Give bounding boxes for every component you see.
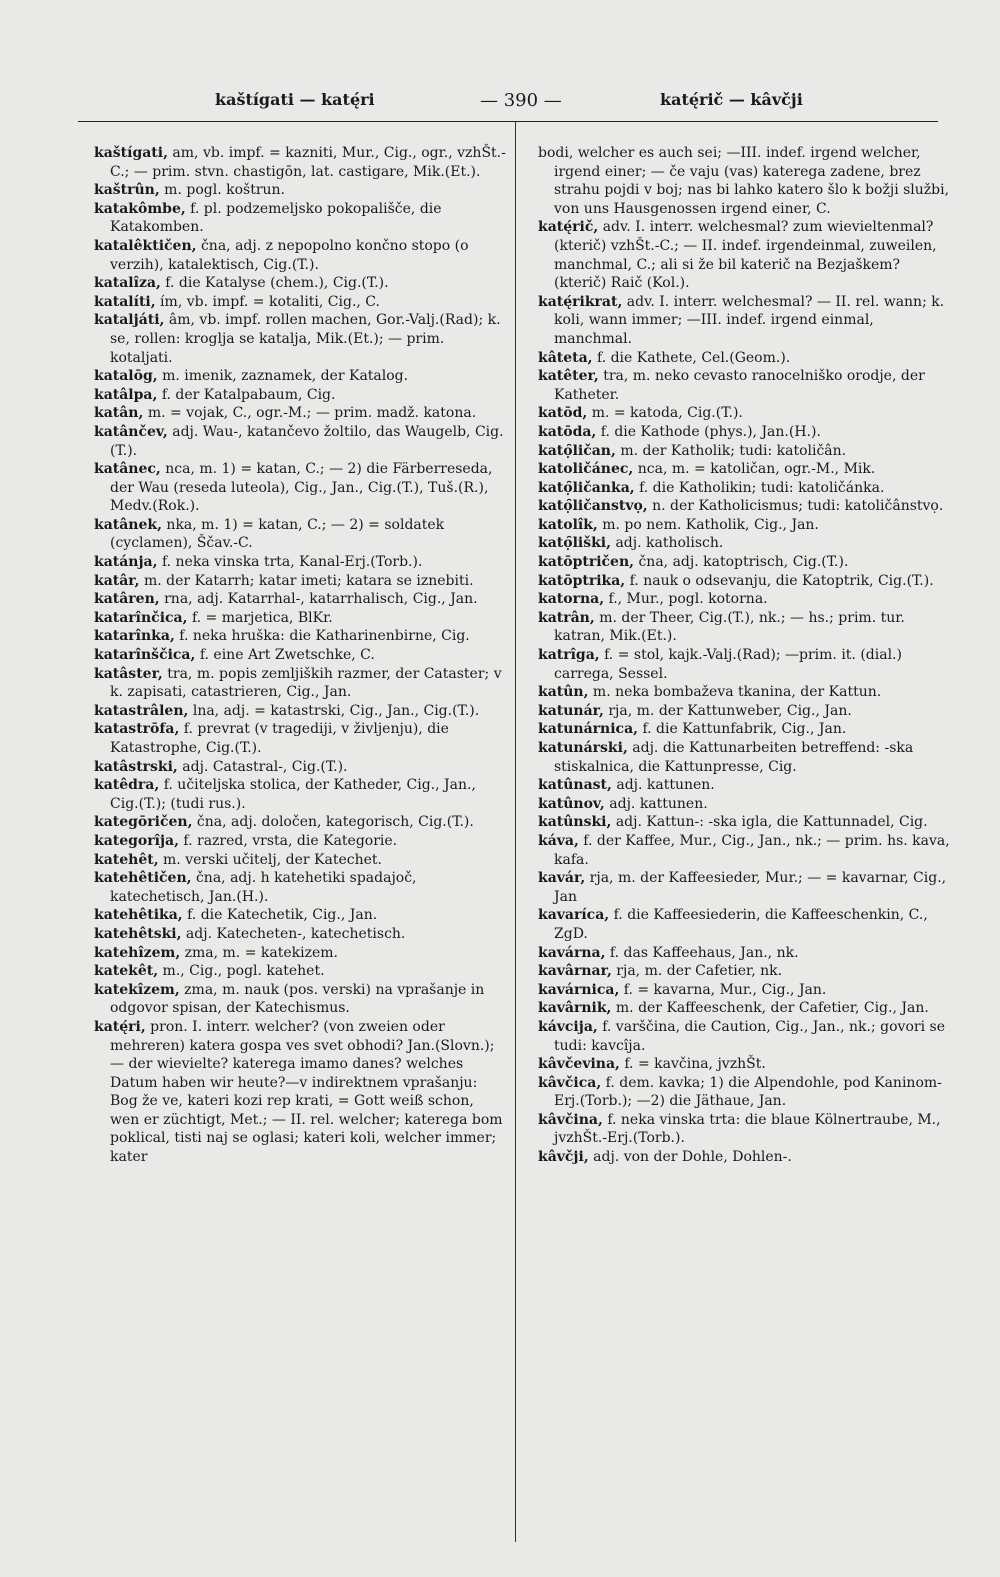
entry-definition: m., Cig., pogl. katehet.: [158, 963, 325, 980]
entry-headword: kâvčica,: [538, 1074, 602, 1091]
dictionary-entry: [94, 906, 506, 925]
entry-headword: katọ̑ličanka,: [538, 479, 635, 496]
entry-headword: katânek,: [94, 516, 162, 533]
entry-definition: adj. Catastral-, Cig.(T.).: [177, 758, 348, 775]
entry-headword: katunárnica,: [538, 721, 639, 738]
entry-headword: katehêtika,: [94, 907, 183, 924]
dictionary-entry: [538, 144, 950, 218]
dictionary-entry: [94, 813, 506, 832]
entry-definition: rja, m. der Kattunweber, Cig., Jan.: [603, 702, 852, 719]
entry-headword: kavârnar,: [538, 963, 612, 980]
entry-headword: katrîga,: [538, 647, 600, 664]
entry-definition: m. der Theer, Cig.(T.), nk.; — hs.; prim. tur. katran, Mik.(Et.).: [554, 609, 905, 645]
dictionary-entry: [538, 813, 950, 832]
entry-definition: čna, adj. katoptrisch, Cig.(T.).: [634, 554, 849, 571]
dictionary-entry: [94, 702, 506, 721]
dictionary-entry: [94, 237, 506, 274]
entry-definition: m. = katoda, Cig.(T.).: [587, 405, 743, 422]
dictionary-entry: [538, 720, 950, 739]
entry-headword: katêter,: [538, 368, 599, 385]
entry-headword: kávcija,: [538, 1018, 598, 1035]
entry-definition: čna, adj. določen, kategorisch, Cig.(T.).: [192, 814, 474, 831]
entry-headword: kavárnica,: [538, 981, 620, 998]
dictionary-entry: [538, 1111, 950, 1148]
entry-definition: m. po nem. Katholik, Cig., Jan.: [597, 516, 819, 533]
entry-definition: f. die Katalyse (chem.), Cig.(T.).: [160, 275, 389, 292]
dictionary-entry: [538, 534, 950, 553]
entry-headword: katánja,: [94, 554, 158, 571]
entry-headword: katâr,: [94, 572, 140, 589]
header-left-guide: kaštígati — katę́ri: [215, 90, 375, 109]
entry-headword: katehîzem,: [94, 944, 181, 961]
entry-definition: f. = kavarna, Mur., Cig., Jan.: [619, 981, 827, 998]
dictionary-entry: [94, 665, 506, 702]
entry-headword: kaštrûn,: [94, 182, 160, 199]
dictionary-entry: [94, 404, 506, 423]
entry-definition: m. pogl. koštrun.: [159, 182, 285, 199]
dictionary-entry: [538, 442, 950, 461]
entry-headword: katunár,: [538, 702, 604, 719]
entry-headword: katorna,: [538, 591, 605, 608]
dictionary-entry: [94, 720, 506, 757]
header-right-guide: katę́rič — kâvčji: [660, 90, 803, 109]
dictionary-entry: [94, 572, 506, 591]
entry-headword: kâteta,: [538, 349, 593, 366]
entry-definition: f. pl. podzemeljsko pokopališče, die Katakomben.: [110, 200, 442, 236]
entry-definition: f. eine Art Zwetschke, C.: [195, 647, 375, 664]
entry-definition: f. razred, vrsta, die Kategorie.: [178, 832, 398, 849]
entry-definition: m. = vojak, C., ogr.-M.; — prim. madž. katona.: [143, 405, 477, 422]
entry-headword: katalîza,: [94, 275, 161, 292]
entry-definition: f. der Kaffee, Mur., Cig., Jan., nk.; — prim. hs. kava, kafa.: [554, 832, 950, 868]
dictionary-entry: [538, 962, 950, 981]
left-column: [94, 144, 506, 1167]
entry-headword: katoličánec,: [538, 461, 634, 478]
entry-definition: ím, vb. impf. = kotaliti, Cig., C.: [155, 293, 380, 310]
dictionary-entry: [94, 851, 506, 870]
entry-definition: adj. von der Dohle, Dohlen-.: [588, 1149, 792, 1166]
entry-headword: katehêtičen,: [94, 870, 192, 887]
entry-headword: katûnast,: [538, 777, 612, 794]
entry-definition: adj. katholisch.: [611, 535, 724, 552]
entry-headword: katâlpa,: [94, 386, 158, 403]
entry-headword: kavárna,: [538, 944, 606, 961]
dictionary-entry: [94, 516, 506, 553]
entry-headword: kataljáti,: [94, 312, 165, 329]
entry-headword: katọ̑liški,: [538, 535, 611, 552]
entry-headword: katōptrika,: [538, 572, 626, 589]
entry-definition: adj. Katecheten-, katechetisch.: [181, 925, 406, 942]
dictionary-entry: [538, 999, 950, 1018]
entry-headword: kaštígati,: [94, 145, 168, 161]
dictionary-entry: [94, 925, 506, 944]
dictionary-entry: [94, 776, 506, 813]
entry-headword: katọ̑ličan,: [538, 442, 616, 459]
entry-definition: f. prevrat (v tragediji, v življenju), die Katastrophe, Cig.(T.).: [110, 721, 449, 756]
entry-headword: katunárski,: [538, 740, 628, 756]
dictionary-entry: [94, 962, 506, 981]
entry-headword: katọ̑ličanstvọ,: [538, 498, 648, 515]
entry-definition: nca, m. 1) = katan, C.; — 2) die Färberreseda, der Wau (reseda luteola), Cig., Jan., Cig.(T.), Tuš.(R.), Medv.(Rok.).: [110, 461, 493, 515]
entry-headword: katehêtski,: [94, 925, 182, 942]
entry-headword: katę́rič,: [538, 219, 599, 236]
entry-headword: kâvčina,: [538, 1111, 603, 1128]
entry-definition: f. das Kaffeehaus, Jan., nk.: [605, 944, 799, 961]
dictionary-entry: [94, 144, 506, 181]
dictionary-entry: [538, 218, 950, 292]
entry-headword: katêdra,: [94, 777, 160, 794]
entry-definition: zma, m. nauk (pos. verski) na vprašanje in odgovor spisan, der Katechismus.: [110, 981, 485, 1017]
dictionary-entry: [538, 460, 950, 479]
header-rule: [78, 121, 938, 122]
dictionary-entry: [94, 181, 506, 200]
dictionary-entry: [538, 293, 950, 349]
entry-definition: f. der Katalpabaum, Cig.: [157, 386, 336, 403]
entry-headword: katarînščica,: [94, 647, 196, 664]
entry-headword: katânec,: [94, 461, 161, 478]
entry-headword: katûn,: [538, 684, 589, 701]
entry-definition: f. = kavčina, jvzhŠt.: [619, 1056, 766, 1073]
entry-definition: zma, m. = katekizem.: [180, 944, 338, 961]
entry-headword: katę́rikrat,: [538, 293, 623, 310]
entry-definition: am, vb. impf. = kazniti, Mur., Cig., ogr., vzhŠt.-C.; — prim. stvn. chastigōn, lat. castigare, Mik.(Et.).: [110, 145, 506, 180]
entry-definition: rja, m. der Kaffeesieder, Mur.; — = kavarnar, Cig., Jan: [554, 870, 947, 905]
entry-definition: adv. I. interr. welchesmal? — II. rel. wann; k. koli, wann immer; —III. indef. irgend einmal, manchmal.: [554, 293, 945, 347]
entry-definition: nca, m. = katoličan, ogr.-M., Mik.: [633, 461, 876, 478]
entry-definition: f. neka hruška: die Katharinenbirne, Cig.: [174, 628, 470, 645]
dictionary-entry: [538, 367, 950, 404]
dictionary-entry: [94, 367, 506, 386]
dictionary-entry: [94, 1018, 506, 1167]
entry-definition: m. der Katarrh; katar imeti; katara se iznebiti.: [139, 572, 474, 589]
dictionary-entry: [538, 404, 950, 423]
entry-headword: kategorîja,: [94, 832, 179, 849]
entry-definition: f. die Kathete, Cel.(Geom.).: [592, 349, 791, 366]
dictionary-entry: [538, 516, 950, 535]
entry-headword: kavârnik,: [538, 1000, 612, 1017]
entry-headword: katalêktičen,: [94, 237, 197, 254]
dictionary-entry: [538, 553, 950, 572]
entry-headword: katastrōfa,: [94, 721, 180, 738]
entry-definition: lna, adj. = katastrski, Cig., Jan., Cig.(T.).: [188, 702, 480, 719]
entry-definition: n. der Katholicismus; tudi: katoličânstvọ.: [647, 498, 944, 515]
dictionary-entry: [94, 200, 506, 237]
entry-definition: čna, adj. h katehetiki spadajoč, katechetisch, Jan.(H.).: [110, 870, 417, 905]
dictionary-entry: [538, 1148, 950, 1167]
dictionary-entry: [94, 553, 506, 572]
entry-headword: kâvčevina,: [538, 1056, 620, 1073]
entry-headword: kategōričen,: [94, 814, 193, 831]
entry-definition: tra, m. neko cevasto ranocelniško orodje, der Katheter.: [554, 368, 925, 403]
entry-definition: f. die Kaffeesiederin, die Kaffeeschenkin, C., ZgD.: [554, 907, 928, 942]
entry-definition: adj. Wau-, katančevo žoltilo, das Waugelb, Cig.(T.).: [110, 423, 504, 459]
entry-definition: f. nauk o odsevanju, die Katoptrik, Cig.(T.).: [625, 572, 934, 589]
dictionary-entry: [538, 423, 950, 442]
entry-headword: katâster,: [94, 665, 163, 682]
dictionary-entry: [94, 590, 506, 609]
entry-headword: katekîzem,: [94, 981, 180, 998]
entry-definition: âm, vb. impf. rollen machen, Gor.-Valj.(Rad); k. se, rollen: kroglja se katalja, Mik.(Et.); — prim. kotaljati.: [110, 312, 501, 366]
column-divider: [515, 122, 516, 1542]
entry-definition: f. neka vinska trta: die blaue Kölnertraube, M., jvzhŠt.-Erj.(Torb.).: [554, 1111, 941, 1147]
entry-headword: katakômbe,: [94, 200, 186, 217]
entry-headword: katûnov,: [538, 795, 605, 812]
entry-definition: rja, m. der Cafetier, nk.: [611, 963, 783, 980]
dictionary-entry: [538, 944, 950, 963]
dictionary-entry: [538, 349, 950, 368]
entry-definition: nka, m. 1) = katan, C.; — 2) = soldatek (cyclamen), Ščav.-C.: [110, 516, 445, 552]
dictionary-entry: [538, 702, 950, 721]
entry-headword: katrân,: [538, 609, 595, 626]
entry-definition: adj. die Kattunarbeiten betreffend: -ska stiskalnica, die Kattunpresse, Cig.: [554, 740, 914, 775]
entry-definition: f. die Katholikin; tudi: katoličánka.: [634, 479, 885, 496]
entry-headword: katarînka,: [94, 628, 175, 645]
entry-definition: čna, adj. z nepopolno končno stopo (o verzih), katalektisch, Cig.(T.).: [110, 237, 469, 273]
entry-headword: katōda,: [538, 423, 597, 440]
entry-definition: f. učiteljska stolica, der Katheder, Cig., Jan., Cig.(T.); (tudi rus.).: [110, 777, 476, 812]
entry-definition: adv. I. interr. welchesmal? zum wievieltenmal? (kterič) vzhŠt.-C.; — II. indef. irgendeinmal, zuweilen, manchmal, C.; ali si že bil katerič na Bezjaškem? (kterič) Raič (Kol.).: [554, 219, 937, 292]
entry-headword: kavár,: [538, 870, 586, 887]
entry-headword: káva,: [538, 832, 579, 849]
entry-definition: bodi, welcher es auch sei; —III. indef. irgend welcher, irgend einer; — če vaju (vas) katerega zadene, brez strahu pojdi v boj; nas bi lahko katero šlo k božji službi, von uns Hausgenossen irgend einer, C.: [538, 145, 950, 217]
entry-definition: f., Mur., pogl. kotorna.: [604, 591, 768, 608]
entry-headword: katehêt,: [94, 851, 159, 868]
entry-headword: katarînčica,: [94, 609, 188, 626]
entry-headword: kâvčji,: [538, 1149, 589, 1166]
dictionary-entry: [538, 609, 950, 646]
dictionary-entry: [94, 646, 506, 665]
entry-headword: katûnski,: [538, 814, 612, 831]
dictionary-entry: [538, 1074, 950, 1111]
right-column: [538, 144, 950, 1167]
entry-definition: f. dem. kavka; 1) die Alpendohle, pod Kaninom-Erj.(Torb.); —2) die Jäthaue, Jan.: [554, 1074, 942, 1110]
dictionary-entry: [94, 423, 506, 460]
dictionary-entry: [94, 758, 506, 777]
entry-headword: katalōg,: [94, 368, 158, 385]
entry-definition: pron. I. interr. welcher? (von zweien oder mehreren) katera gospa ves svet obhodi? Jan.(Slovn.); — der wievielte? katerega imamo danes? welches Datum haben wir heute?—v indirektnem vprašanju: Bog že ve, kateri kozi rep krati, = Gott weiß schon, wen er züchtigt, Met.; — II. rel. welcher; katerega bom poklical, tisti naj se oglasi; kateri koli, welcher immer; kater: [110, 1018, 503, 1166]
dictionary-entry: [538, 776, 950, 795]
entry-headword: katân,: [94, 405, 144, 422]
entry-definition: tra, m. popis zemljiških razmer, der Cataster; v k. zapisati, catastrieren, Cig., Jan.: [110, 665, 502, 701]
dictionary-entry: [538, 646, 950, 683]
entry-headword: katânčev,: [94, 423, 168, 440]
entry-headword: katâren,: [94, 591, 160, 608]
page-header: [70, 82, 930, 122]
dictionary-entry: [538, 683, 950, 702]
entry-definition: f. = marjetica, BlKr.: [187, 609, 333, 626]
dictionary-entry: [538, 906, 950, 943]
entry-definition: adj. Kattun-: -ska igla, die Kattunnadel, Cig.: [611, 814, 928, 831]
entry-headword: katōd,: [538, 405, 588, 422]
entry-definition: rna, adj. Katarrhal-, katarrhalisch, Cig., Jan.: [159, 591, 478, 608]
dictionary-entry: [94, 460, 506, 516]
entry-headword: katę́ri,: [94, 1018, 146, 1035]
entry-definition: f. neka vinska trta, Kanal-Erj.(Torb.).: [157, 554, 423, 571]
entry-definition: adj. kattunen.: [611, 777, 715, 794]
entry-definition: adj. kattunen.: [604, 795, 708, 812]
dictionary-entry: [538, 479, 950, 498]
entry-headword: katastrâlen,: [94, 702, 189, 719]
entry-definition: m. der Katholik; tudi: katoličân.: [615, 442, 847, 459]
entry-definition: f. die Kathode (phys.), Jan.(H.).: [596, 423, 821, 440]
entry-definition: m. imenik, zaznamek, der Katalog.: [157, 368, 409, 385]
entry-definition: m. neka bombaževa tkanina, der Kattun.: [588, 684, 882, 701]
entry-headword: kavaríca,: [538, 907, 610, 924]
entry-definition: m. der Kaffeeschenk, der Cafetier, Cig., Jan.: [611, 1000, 929, 1017]
dictionary-entry: [538, 981, 950, 1000]
dictionary-entry: [538, 832, 950, 869]
entry-headword: katalíti,: [94, 293, 156, 310]
entry-headword: katâstrski,: [94, 758, 178, 775]
dictionary-entry: [94, 832, 506, 851]
dictionary-entry: [538, 739, 950, 776]
dictionary-entry: [94, 869, 506, 906]
dictionary-entry: [538, 869, 950, 906]
dictionary-entry: [538, 1055, 950, 1074]
entry-headword: katōptričen,: [538, 554, 635, 571]
page-number: — 390 —: [480, 90, 562, 111]
dictionary-entry: [94, 609, 506, 628]
entry-definition: f. die Katechetik, Cig., Jan.: [182, 907, 378, 924]
dictionary-entry: [538, 1018, 950, 1055]
dictionary-entry: [94, 274, 506, 293]
dictionary-entry: [538, 795, 950, 814]
entry-headword: katolîk,: [538, 516, 598, 533]
dictionary-entry: [538, 590, 950, 609]
entry-definition: f. = stol, kajk.-Valj.(Rad); —prim. it. (dial.) carrega, Sessel.: [554, 647, 902, 682]
dictionary-entry: [94, 627, 506, 646]
dictionary-entry: [94, 981, 506, 1018]
entry-definition: f. die Kattunfabrik, Cig., Jan.: [638, 721, 847, 738]
dictionary-entry: [94, 386, 506, 405]
dictionary-entry: [538, 572, 950, 591]
dictionary-entry: [94, 944, 506, 963]
dictionary-entry: [94, 293, 506, 312]
entry-definition: m. verski učitelj, der Katechet.: [158, 851, 382, 868]
dictionary-entry: [94, 311, 506, 367]
entry-headword: katekêt,: [94, 963, 159, 980]
entry-definition: f. varščina, die Caution, Cig., Jan., nk.; govori se tudi: kavcîja.: [554, 1018, 945, 1054]
dictionary-entry: [538, 497, 950, 516]
